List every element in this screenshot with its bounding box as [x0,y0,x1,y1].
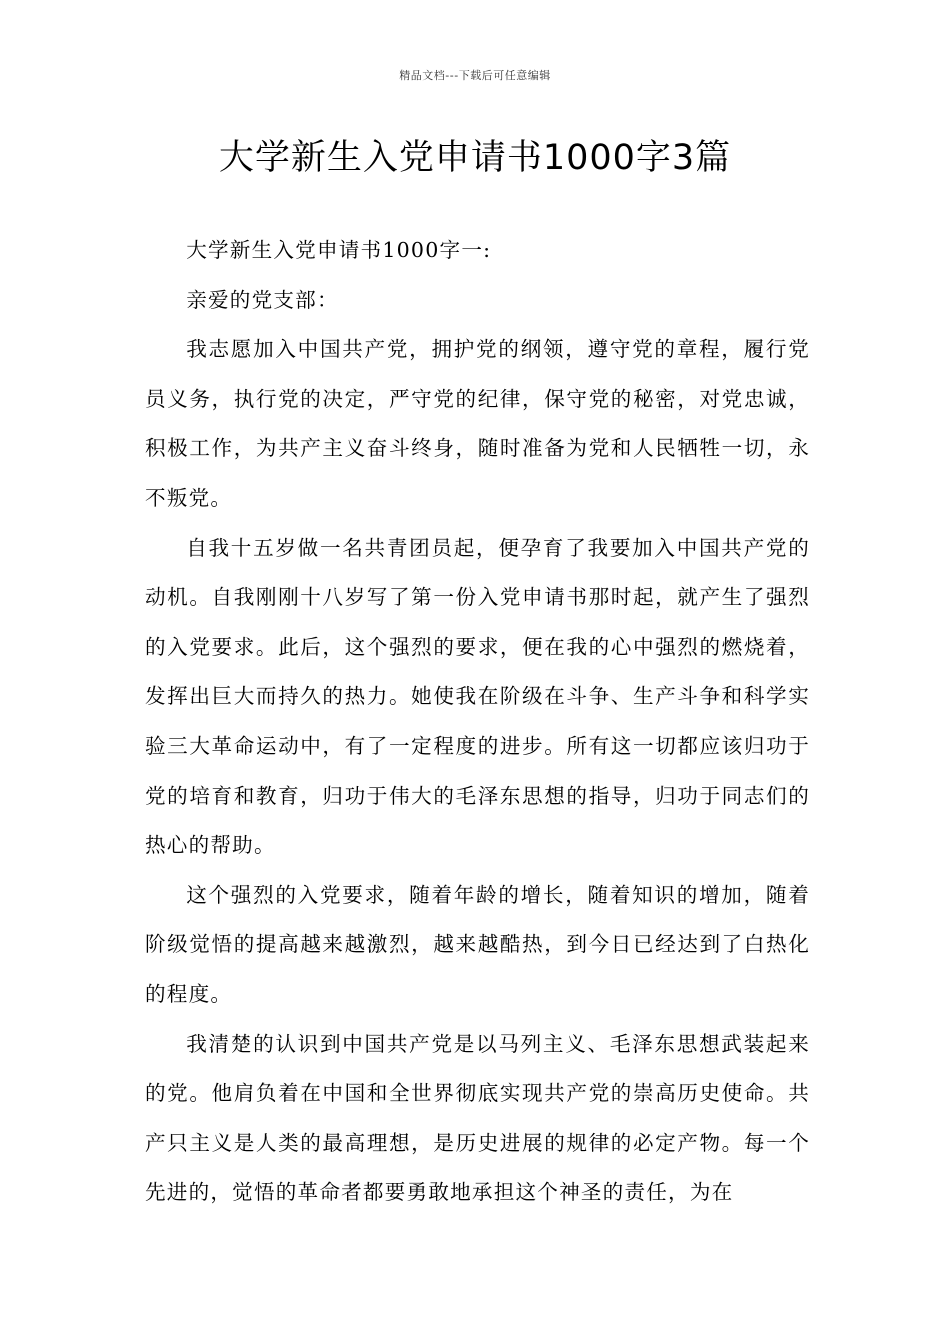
body-paragraph: 我志愿加入中国共产党，拥护党的纲领，遵守党的章程，履行党员义务，执行党的决定，严守党的纪律，保守党的秘密，对党忠诚，积极工作，为共产主义奋斗终身，随时准备为党和人民牺牲一切，永不叛党。 [145,337,810,510]
body-paragraph: 自我十五岁做一名共青团员起，便孕育了我要加入中国共产党的动机。自我刚刚十八岁写了第一份入党申请书那时起，就产生了强烈的入党要求。此后，这个强烈的要求，便在我的心中强烈的燃烧着，发挥出巨大而持久的热力。她使我在阶级在斗争、生产斗争和科学实验三大革命运动中，有了一定程度的进步。所有这一切都应该归功于党的培育和教育，归功于伟大的毛泽东思想的指导，归功于同志们的热心的帮助。 [145,535,810,858]
section-heading: 大学新生入党申请书1000字一: [186,238,492,262]
page-title: 大学新生入党申请书1000字3篇 [218,138,732,178]
body-paragraph: 我清楚的认识到中国共产党是以马列主义、毛泽东思想武装起来的党。他肩负着在中国和全世界彻底实现共产党的崇高历史使命。共产只主义是人类的最高理想，是历史进展的规律的必定产物。每一个先进的，觉悟的革命者都要勇敢地承担这个神圣的责任，为在 [145,1031,810,1205]
body-paragraph: 这个强烈的入党要求，随着年龄的增长，随着知识的增加，随着阶级觉悟的提高越来越激烈，越来越酷热，到今日已经达到了白热化的程度。 [145,882,810,1006]
header-note: 精品文档---下载后可任意编辑 [399,69,551,82]
document-body [145,226,810,1218]
salutation: 亲爱的党支部： [186,287,339,312]
